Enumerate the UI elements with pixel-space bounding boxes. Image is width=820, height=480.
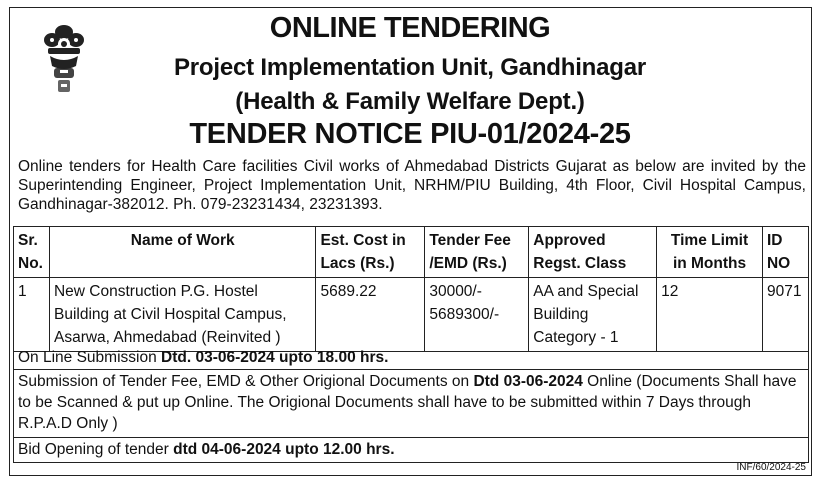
documents-row xyxy=(13,370,809,438)
cell-id: 9071 xyxy=(762,278,808,352)
cell-time: 12 xyxy=(657,278,763,352)
cell-work: New Construction P.G. Hostel Building at Civil Hospital Campus, Asarwa, Ahmedabad (Reinvited ) xyxy=(49,278,315,352)
header-fee: Tender Fee /EMD (Rs.) xyxy=(425,227,529,278)
cell-sr: 1 xyxy=(14,278,50,352)
documents-text-before: Submission of Tender Fee, EMD & Other Origional Documents on xyxy=(18,373,474,390)
cell-class: AA and Special Building Category - 1 xyxy=(529,278,657,352)
opening-date: dtd 04-06-2024 upto 12.00 hrs. xyxy=(173,441,395,458)
page-title: ONLINE TENDERING xyxy=(269,12,551,44)
header-class: Approved Regst. Class xyxy=(529,227,657,278)
reference-number: INF/60/2024-25 xyxy=(736,462,806,473)
opening-row xyxy=(13,438,809,463)
cell-cost: 5689.22 xyxy=(316,278,425,352)
department-name: (Health & Family Welfare Dept.) xyxy=(235,88,585,115)
opening-label: Bid Opening of tender xyxy=(18,441,174,458)
works-table xyxy=(13,226,809,352)
table-header-row xyxy=(14,227,809,278)
documents-text-after: Online (Documents Shall have to be Scanned & put up Online. The Origional Documents shall have to be submitted within 7 Days through R.P.A.D Only ) xyxy=(18,373,797,432)
submission-row xyxy=(13,346,809,370)
table-row xyxy=(14,278,809,352)
header-sr: Sr. No. xyxy=(14,227,50,278)
notice-number: TENDER NOTICE PIU-01/2024-25 xyxy=(189,118,631,150)
submission-date: Dtd. 03-06-2024 upto 18.00 hrs. xyxy=(161,349,389,366)
header-cost: Est. Cost in Lacs (Rs.) xyxy=(316,227,425,278)
header-time: Time Limit in Months xyxy=(657,227,763,278)
header-id: ID NO xyxy=(762,227,808,278)
organization-name: Project Implementation Unit, Gandhinagar xyxy=(173,54,647,81)
header-work: Name of Work xyxy=(49,227,315,278)
documents-date: Dtd 03-06-2024 xyxy=(473,373,583,390)
submission-label: On Line Submission xyxy=(18,349,162,366)
intro-paragraph: Online tenders for Health Care facilities Civil works of Ahmedabad Districts Gujarat as below are invited by the Superintending Engineer, Project Implementation Unit, NRHM/PIU Building, 4th Floor, Civil Hospital Campus, Gandhinagar-382012. Ph. 079-23231434, 23231393. xyxy=(18,158,806,213)
cell-fee: 30000/- 5689300/- xyxy=(425,278,529,352)
